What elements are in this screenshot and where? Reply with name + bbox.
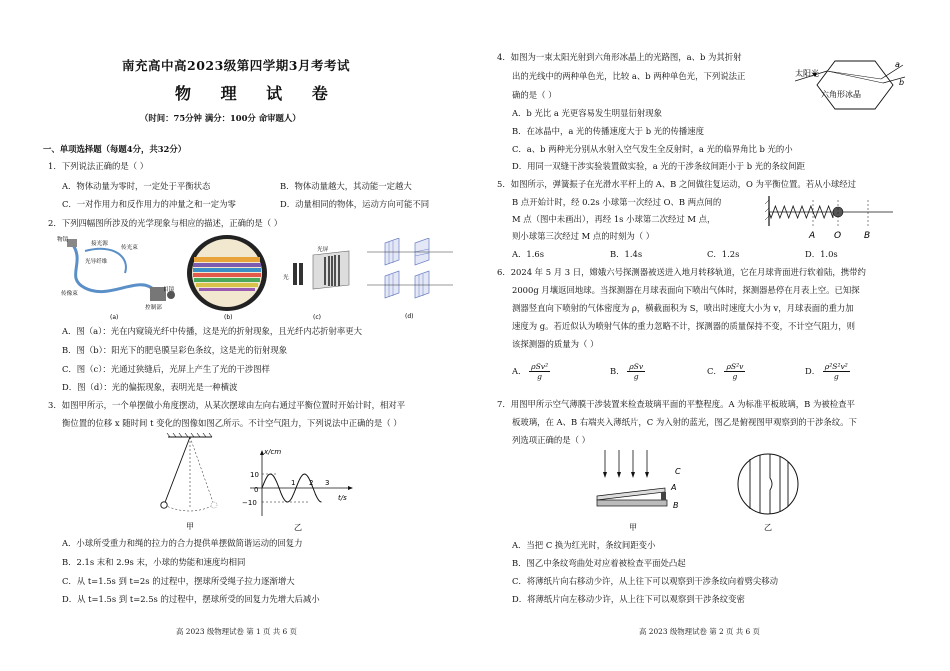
fig-label: 控制部 (145, 305, 162, 311)
y-axis-label: x/cm (264, 448, 282, 456)
option-a: A．图（a）：光在内窥镜光纤中传播，这是光的折射现象，且光纤内芯折射率更大 (62, 326, 362, 336)
point-b-label: B (864, 231, 871, 241)
x-axis-label: t/s (338, 494, 347, 502)
endoscope-figure (55, 233, 180, 321)
point-o-label: O (834, 231, 842, 241)
option-d: D．从 t=1.5s 到 t=2.5s 的过程中，摆球所受的回复力先增大后减小 (62, 594, 320, 604)
fig-caption: (c) (313, 314, 321, 321)
option-b: B．图（b）：阳光下的肥皂膜呈彩色条纹，这是光的衍射现象 (62, 345, 288, 355)
spring-oscillator-figure (763, 192, 913, 242)
figure-caption: 乙 (294, 523, 302, 532)
right-page (475, 0, 950, 671)
slit-figure (283, 245, 358, 321)
question-stem: 该探测器的质量为（ ） (512, 339, 599, 349)
option-a: A．1.6s (512, 249, 545, 259)
option-d: D．将薄纸片向左移动少许，从上往下可以观察到干涉条纹变密 (512, 594, 745, 604)
ice-label: 六角形冰晶 (821, 90, 861, 99)
figure-caption: 甲 (186, 522, 194, 531)
interference-fringes-figure (730, 450, 810, 534)
option-b: B．物体动量越大，其动能一定越大 (280, 181, 412, 191)
fig-label: 光屏 (317, 247, 329, 253)
exam-meta: （时间：75分钟 满分：100分 命审题人） (140, 113, 301, 123)
point-a-label: A (809, 231, 816, 241)
polarizer-figure (365, 238, 455, 321)
section-heading: 一、单项选择题（每题4分，共32分） (43, 144, 187, 154)
ray-a-label: a (895, 60, 900, 69)
option-c: C．一对作用力和反作用力的冲量之和一定为零 (62, 199, 236, 209)
y-tick: −10 (242, 499, 257, 507)
option-b: B．在冰晶中，a 光的传播速度大于 b 光的传播速度 (512, 126, 704, 136)
option-a: A．b 光比 a 光更容易发生明显衍射现象 (512, 108, 663, 118)
question-stem: 4．如图为一束太阳光射到六角形冰晶上的光路图，a、b 为其折射 (497, 52, 742, 62)
question-stem: 衡位置的位移 x 随时间 t 变化的图像如图乙所示。不计空气阻力，下列说法中正确的是（ ） (62, 418, 402, 428)
option-d: D．1.0s (805, 249, 838, 259)
exam-subject: 物 理 试 卷 (175, 84, 340, 103)
option-c: C．1.2s (707, 249, 740, 259)
question-stem: 5．如图所示，弹簧振子在光滑水平杆上的 A、B 之间做往复运动，O 为平衡位置。若从小球经过 (497, 179, 857, 189)
label-b: B (673, 501, 679, 510)
question-stem: 3．如图甲所示，一个单摆做小角度摆动，从某次摆球由左向右通过平衡位置时开始计时，相对平 (48, 400, 406, 410)
option-a: A．物体动量为零时，一定处于平衡状态 (62, 181, 211, 191)
fig-label: 接光源 (91, 241, 108, 247)
page-footer: 高 2023 级物理试卷 第 1 页 共 6 页 (176, 627, 297, 636)
x-tick: 2 (309, 479, 314, 487)
question-stem: 确的是（ ） (512, 90, 557, 100)
fig-label: 光 (283, 275, 289, 281)
option-c: C．a、b 两种光分别从水射入空气发生全反射时，a 光的临界角比 b 光的小 (512, 144, 793, 154)
pendulum-figure (150, 433, 225, 533)
displacement-time-graph (240, 448, 365, 534)
fig-caption: (a) (110, 314, 119, 321)
question-stem: 7．用图甲所示空气薄膜干涉装置来检查玻璃平面的平整程度。A 为标准平板玻璃，B 为被检查平 (497, 399, 855, 409)
question-stem: 出的光线中的两种单色光，比较 a、b 两种单色光，下列说法正 (512, 71, 746, 81)
question-stem: 6．2024 年 5 月 3 日，嫦娥六号探测器被送进入地月转移轨道，它在月球背面进行软着陆，携带约 (497, 267, 866, 277)
question-stem: 则小球第三次经过 M 点的时刻为（ ） (512, 231, 655, 241)
question-stem: M 点（图中未画出），再经 1s 小球第二次经过 M 点， (512, 214, 716, 224)
figure-caption: 甲 (629, 523, 637, 532)
figure-caption: 乙 (764, 523, 772, 532)
option-a: A． $\frac{\text{ρSv²}}{g}$ (512, 362, 549, 381)
page-footer: 高 2023 级物理试卷 第 2 页 共 6 页 (639, 627, 760, 636)
question-stem: 列选项正确的是（ ） (512, 435, 591, 445)
fig-label: 光导纤维 (85, 259, 108, 265)
air-wedge-figure (593, 450, 693, 534)
ice-crystal-figure (795, 53, 910, 115)
option-d: D．动量相同的物体，运动方向可能不同 (280, 199, 430, 209)
option-d: D． $\frac{\text{ρ²S²v²}}{g}$ (805, 362, 848, 381)
fig-label: 传光束 (121, 245, 138, 251)
option-c: C． $\frac{\text{ρS²v}}{g}$ (707, 362, 744, 381)
sunlight-label: 太阳光 (795, 69, 819, 78)
option-d: D．图（d）：光的偏振现象，表明光是一种横波 (62, 382, 238, 392)
fig-label: 传像束 (61, 291, 78, 297)
label-c: C (675, 467, 681, 476)
option-d: D．用同一双缝干涉实验装置做实验，a 光的干涉条纹间距小于 b 光的条纹间距 (512, 161, 806, 171)
option-a: A．小球所受重力和绳的拉力的合力提供单摆做简谐运动的回复力 (62, 538, 303, 548)
question-stem: B 点开始计时，经 0.2s 小球第一次经过 O、B 两点间的 (512, 197, 722, 207)
option-b: B． $\frac{\text{ρSv}}{g}$ (610, 362, 644, 381)
exam-title: 南充高中高2023级第四学期3月考考试 (122, 58, 350, 73)
question-stem: 1．下列说法正确的是（ ） (48, 161, 149, 171)
x-tick: 3 (325, 479, 330, 487)
soap-film-figure (180, 233, 275, 321)
option-b: B．图乙中条纹弯曲处对应着被检查平面处凸起 (512, 558, 686, 568)
x-tick: 1 (291, 479, 296, 487)
fig-label: 物镜 (57, 237, 69, 243)
option-c: C．图（c）：光通过狭缝后，光屏上产生了光的干涉图样 (62, 364, 270, 374)
option-a: A．当把 C 换为红光时，条纹间距变小 (512, 540, 656, 550)
option-b: B．2.1s 末和 2.9s 末，小球的势能和速度均相同 (62, 557, 246, 567)
question-stem: 速度为 g。若近似认为喷射气体的重力忽略不计，探测器的质量保持不变，不计空气阻力，则 (512, 321, 856, 331)
question-stem: 2．下列四幅图所涉及的光学现象与相应的描述，正确的是（ ） (48, 218, 283, 228)
fig-caption: (b) (224, 314, 233, 321)
y-tick: 10 (250, 471, 259, 479)
fig-caption: (d) (405, 313, 414, 320)
label-a: A (671, 483, 677, 492)
question-stem: 2000g 月壤返回地球。当探测器在月球表面向下喷出气体时，探测器悬停在月表上空。已知探 (512, 285, 860, 295)
y-tick: 0 (254, 486, 259, 494)
question-stem: 测器竖直向下喷射的气体密度为 ρ，横截面积为 S，喷出时速度大小为 v，月球表面的重力加 (512, 303, 854, 313)
fig-label: 目镜 (163, 287, 175, 293)
option-b: B．1.4s (610, 249, 643, 259)
option-c: C．从 t=1.5s 到 t=2s 的过程中，摆球所受绳子拉力逐渐增大 (62, 576, 295, 586)
option-c: C．将薄纸片向右移动少许，从上往下可以观察到干涉条纹向着劈尖移动 (512, 576, 779, 586)
question-stem: 板玻璃，在 A、B 右端夹入薄纸片，C 为入射的蓝光，图乙是俯视图甲观察到的干涉条纹。下 (512, 417, 857, 427)
ray-b-label: b (899, 78, 905, 87)
